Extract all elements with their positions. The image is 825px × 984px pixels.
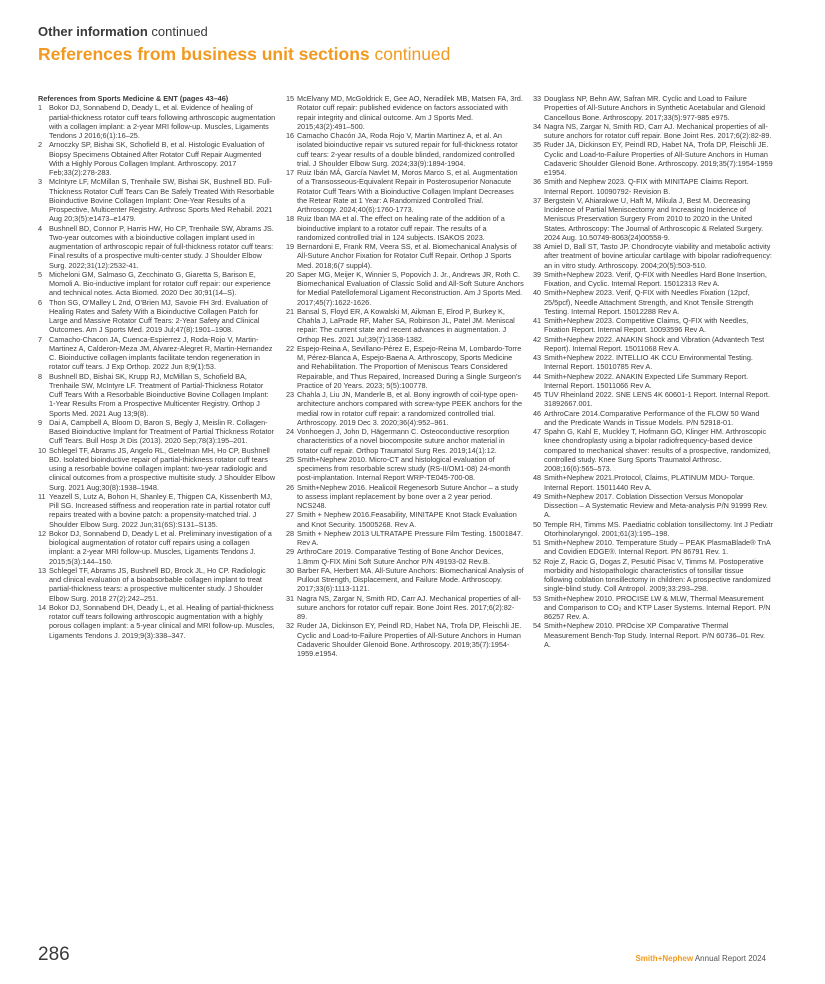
reference-text: Temple RH, Timms MS. Paediatric coblation tonsillectomy. Int J Pediatr Otorhinolaryngol. 2001;61(3):195–198. (544, 519, 773, 538)
reference-item (533, 122, 773, 141)
reference-item (286, 566, 524, 594)
header-title: Other information (38, 24, 148, 39)
reference-text: Smith + Nephew 2013 ULTRATAPE Pressure Film Testing. 15001847. Rev A. (297, 528, 523, 547)
reference-number: 40 (533, 288, 542, 298)
reference-number: 39 (533, 269, 542, 279)
reference-text: Chahla J, Liu JN, Manderle B, et al. Bony ingrowth of coil-type open-architecture anchors compared with screw-type PEEK anchors for the medial row in rotator cuff repair: a randomized controlled trial. Arthroscopy. 2019 Dec 3. 2020;36(4):952–961. (297, 390, 523, 427)
reference-number: 28 (286, 528, 295, 538)
reference-text: Smith+Nephew 2023. Competitive Claims, Q-FIX with Needles, Fixation Report. Internal Report. 10093596 Rev A. (544, 316, 749, 335)
reference-number: 51 (533, 538, 542, 547)
header-continued: continued (147, 24, 208, 39)
reference-text: Espejo-Reina A, Sevillano-Pérez E, Espejo-Reina M, Lombardo-Torre M, Pérez-Blanca A, Espejo-Baena A. Arthroscopy, Sports Medicine and Rehabilitation. The Proportion of Meniscus Tears Considered Repairable, and Thus Repaired, Increased During a Single Surgeon’s Practice of 20 Years. 2023; 5(5):100778. (297, 343, 522, 390)
reference-text: Spahn G, Kahl E, Muckley T, Hofmann GO, Klinger HM. Arthroscopic knee chondroplasty using a bipolar radiofrequency-based device compared to mechanical shaver: results of a prospective, randomized, controlled study. Knee Surg Sports Traumatol Arthrosc. 2008;16(6):565–573. (544, 427, 771, 473)
reference-text: Nagra NS, Zargar N, Smith RD, Carr AJ. Mechanical properties of all-suture anchors for rotator cuff repair. Bone Joint Res. 2017;6(2):82-89. (544, 121, 772, 140)
reference-text: McElvany MD, McGoldrick E, Gee AO, Neradilek MB, Matsen FA, 3rd. Rotator cuff repair: published evidence on factors associated with repair integrity and clinical outcome. Am J Sports Med. 2015;43(2):491–500. (297, 94, 523, 131)
page-title-main: References from business unit sections (38, 44, 370, 64)
reference-item (38, 103, 276, 140)
reference-number: 16 (286, 131, 295, 140)
reference-number: 35 (533, 140, 542, 150)
references-column-2 (286, 94, 524, 658)
reference-number: 20 (286, 269, 295, 279)
reference-number: 5 (38, 269, 43, 279)
page-title-continued: continued (369, 44, 451, 64)
reference-number: 26 (286, 482, 295, 492)
reference-item (38, 446, 276, 492)
reference-text: Camacho-Chacon JA, Cuenca-Espierrez J, Roda-Rojo V, Martin-Martinez A, Calderon-Meza JM, Alvarez-Alegret R, Martin-Hernandez C. Bioinductive collagen implants facilitate tendon regeneration in rotator cuff tears. J Exp Orthop. 2022 Jun 8;9(1):53. (49, 334, 273, 372)
reference-text: Douglass NP, Behn AW, Safran MR. Cyclic and Load to Failure Properties of All-Suture Anchors in Synthetic Acetabular and Glenoid Cancellous Bone. Arthroscopy. 2017;33(5):977-985 e975. (544, 94, 766, 122)
reference-text: ArthroCare 2019. Comparative Testing of Bone Anchor Devices, 1.8mm Q-FIX Mini Soft Suture Anchor P/N 49193-02 Rev.B. (297, 547, 504, 566)
reference-text: Smith+Nephew 2021.Protocol, Claims, PLATINUM MDU- Torque. Internal Report. 15011440 Rev A. (544, 473, 755, 492)
reference-text: Ruder JA, Dickinson EY, Peindl RD, Habet NA, Trofa DP, Fleischli JE. Cyclic and Load-to-Failure Properties of All-Suture Anchors in Human Cadaveric Shoulder Glenoid Bone. Arthroscopy. 2019;35(7):1954-1959 e1954. (544, 140, 773, 177)
reference-text: Amiel D, Ball ST, Tasto JP. Chondrocyte viability and metabolic activity after treatment of bovine articular cartilage with bipolar radiofrequency: an in vitro study. Arthroscopy. 2004;20(5):503-510. (544, 242, 772, 270)
reference-text: Ruiz Iban MA et al. The effect on healing rate of the addition of a bioinductive implant to a rotator cuff repair. The results of a randomized controlled trial in 124 subjects. ISAKOS 2023. (297, 214, 505, 242)
reference-text: Bushnell BD, Bishai SK, Krupp RJ, McMillan S, Schofield BA, Trenhaile SW, McIntyre LF. Treatment of Partial-Thickness Rotator Cuff Tears With a Resorbable Bioinductive Bovine Collagen Implant: 1-Year Results From a Prospective Multicenter Registry. Orthop J Sports Med. 2021 Aug 13;9(8). (49, 371, 269, 418)
reference-number: 29 (286, 547, 295, 557)
reference-text: Smith+Nephew 2022. ANAKIN Shock and Vibration (Advantech Test Report). Internal Report. 15011068 Rev A. (544, 334, 765, 353)
reference-number: 50 (533, 519, 542, 529)
reference-text: Nagra NS, Zargar N, Smith RD, Carr AJ. Mechanical properties of all-suture anchors for rotator cuff repair. Bone Joint Res. 2017;6(2):82-89. (297, 593, 521, 621)
reference-text: Smith+Nephew 2017. Coblation Dissection Versus Monopolar Dissection – A Systematic Review and Meta-analysis P/N 91999 Rev. A. (544, 491, 768, 520)
reference-number: 4 (38, 223, 43, 233)
reference-number: 46 (533, 408, 542, 418)
reference-item (38, 140, 276, 177)
reference-text: Bokor DJ, Sonnabend D, Deady L et al. Preliminary investigation of a biological augmentation of rotator cuff repairs using a collagen implant: a 2-year MRI follow-up. Muscles, Ligaments Tendons J. 2015;5(3):144–150. (49, 528, 272, 566)
reference-text: Yeazell S, Lutz A, Bohon H, Shanley E, Thigpen CA, Kissenberth MJ, Pill SG. Increased stiffness and reoperation rate in partial rotator cuff repairs treated with a bovine patch: a propensity-matched trial. J Shoulder Elbow Surg. 2022 Jun;31(6S):S131–S135. (49, 491, 273, 529)
reference-item (533, 473, 773, 492)
reference-text: Smith+Nephew 2016. Healicoil Regenesorb Suture Anchor – a study to assess implant replacement by bone over a 2 year period. NCS248. (297, 482, 519, 510)
reference-item (533, 538, 773, 557)
reference-item (533, 372, 773, 391)
reference-item (533, 270, 773, 289)
reference-number: 45 (533, 390, 542, 399)
reference-item (286, 168, 524, 214)
reference-number: 37 (533, 195, 542, 205)
reference-item (533, 94, 773, 122)
reference-item (38, 224, 276, 270)
reference-item (38, 372, 276, 418)
reference-item (533, 196, 773, 242)
reference-item (533, 427, 773, 473)
reference-number: 1 (38, 103, 43, 113)
reference-number: 36 (533, 177, 542, 187)
reference-item (38, 566, 276, 603)
reference-text: Smith + Nephew 2016.Feasability, MINITAPE Knot Stack Evaluation and Knot Security. 15005268. Rev A. (297, 510, 517, 529)
reference-item (533, 177, 773, 196)
reference-text: Smith+Nephew 2022. ANAKIN Expected Life Summary Report. Internal Report. 15011066 Rev A. (544, 371, 749, 390)
reference-number: 48 (533, 473, 542, 483)
reference-text: TUV Rheinland 2022. SNE LENS 4K 60601-1 Report. Internal Report. 31892667.001. (544, 390, 770, 409)
reference-number: 11 (38, 491, 46, 501)
reference-item (38, 335, 276, 372)
reference-item (533, 335, 773, 354)
reference-item (533, 242, 773, 270)
reference-text: Schlegel TF, Abrams JS, Bushnell BD, Brock JL, Ho CP. Radiologic and clinical evaluation of a bioabsorbable collagen implant to treat partial-thickness tears: a prospective multicenter study. J Shoulder Elbow Surg. 2018 27(2):242–251. (49, 565, 266, 603)
reference-number: 23 (286, 390, 295, 399)
reference-text: Smith+Nephew 2010. Micro-CT and histological evaluation of specimens from resorbable screw study (RS-II/OM1-08) 24-month post-implantation. Internal Report WRP-TE045-700-08. (297, 454, 511, 483)
reference-text: Ruiz Ibán MÁ, García Navlet M, Moros Marco S, et al. Augmentation of a Transosseous-Equivalent Repair in Posterosuperior Nonacute Rotator Cuff Tears With a Bioinductive Collagen Implant Decreases the Retear Rate at 1 Year: A Randomized Controlled Trial. Arthroscopy. 2024;40(6):1760-1773. (297, 168, 518, 214)
reference-item (286, 214, 524, 242)
reference-item (38, 298, 276, 335)
references-column-1 (38, 94, 276, 640)
reference-text: Bergstein V, Ahiarakwe U, Haft M, Mikula J, Best M. Decreasing Incidence of Partial Meniscectomy and Increasing Incidence of Meniscus Preservation Surgery From 2010 to 2020 in the United States. Arthroscopy: The Journal of Arthroscopic & Related Surgery. 2024 Aug. 10.50749-8063(24)00558-9. (544, 195, 764, 242)
reference-item (286, 594, 524, 622)
reference-number: 41 (533, 316, 542, 325)
report-name: Annual Report 2024 (693, 954, 766, 963)
reference-text: Micheloni GM, Salmaso G, Zecchinato G, Giaretta S, Barison E, Momoli A. Bio-inductive implant for rotator cuff repair: our experience and technical notes. Acta Biomed. 2020 Dec 30;91(14–S). (49, 269, 271, 298)
reference-item (38, 529, 276, 566)
reference-text: Camacho Chacón JA, Roda Rojo V, Martin Martinez A, et al. An isolated bioinductive repair vs sutured repair for full-thickness rotator cuff tears: 2-year results of a double blinded, randomized controlled trial. J Shoulder Elbow Surg. 2024;33(9):1894-1904. (297, 131, 518, 168)
reference-number: 10 (38, 445, 47, 455)
references-column-3 (533, 94, 773, 649)
reference-text: Schlegel TF, Abrams JS, Angelo RL, Getelman MH, Ho CP, Bushnell BD. Isolated bioinductive repair of partial-thickness rotator cuff tears using a resorbable bovine collagen implant: two-year radiologic and clinical outcomes from a prospective multisite study. J Shoulder Elbow Surg. 2021 Aug;30(8):1938–1948. (49, 445, 276, 492)
reference-number: 9 (38, 417, 43, 427)
reference-number: 52 (533, 556, 542, 566)
reference-number: 47 (533, 427, 542, 436)
reference-item (38, 177, 276, 223)
reference-number: 34 (533, 121, 542, 131)
report-footer (635, 954, 766, 963)
reference-item (286, 242, 524, 270)
reference-text: Smith+Nephew 2022. INTELLIO 4K CCU Environmental Testing. Internal Report. 15010785 Rev A. (544, 353, 753, 372)
reference-text: Dai A, Campbell A, Bloom D, Baron S, Begly J, Meislin R. Collagen-Based Bioinductive Implant for Treatment of Partial Thickness Rotator Cuff Tears. Bull Hosp Jt Dis (2013). 2020 Sep;78(3):195–201. (49, 417, 274, 446)
reference-text: Smith+Nephew 2010. Temperature Study – PEAK PlasmaBlade® TnA and Covidien EDGE®. Internal Report. PN 86791 Rev. 1. (544, 538, 771, 557)
reference-item (533, 353, 773, 372)
reference-item (38, 492, 276, 529)
reference-text: Vonhoegen J, John D, Hägermann C. Osteoconductive resorption characteristics of a novel biocomposite suture anchor material in rotator cuff repair. Orthop Traumatol Surg Res. 2019;14(1):12. (297, 427, 510, 455)
reference-number: 13 (38, 565, 47, 575)
reference-item (533, 140, 773, 177)
reference-item (286, 621, 524, 658)
reference-item (533, 390, 773, 409)
reference-item (286, 131, 524, 168)
reference-item (286, 390, 524, 427)
reference-item (533, 288, 773, 316)
reference-item (533, 594, 773, 622)
references-section-title: References from Sports Medicine & ENT (pages 43–46) (38, 94, 229, 103)
reference-text: Smith+Nephew 2023. Verif, Q-FIX with Needles Fixation (12pcf, 25/5pcf), Needle Attachment Strength, and Knot Tensile Strength Testing. Internal Report. 15012288 Rev A. (544, 288, 754, 316)
reference-item (286, 529, 524, 548)
reference-item (38, 270, 276, 298)
reference-number: 53 (533, 593, 542, 603)
reference-text: Bansal S, Floyd ER, A Kowalski M, Aikman E, Elrod P, Burkey K, Chahla J, LaPrade RF, Maher SA, Robinson JL, Patel JM. Meniscal repair: The current state and recent advances in augmentation. J Orthop Res. 2021 Jul;39(7):1368-1382. (297, 306, 515, 344)
reference-text: Roje Z, Racic G, Dogas Z, Pesutić Pisac V, Timms M. Postoperative morbidity and histopathologic characteristics of tonsillar tissue following coblation tonsillectomy in children: A prospective randomized single-blind study. Coll Antropol. 2009;33:293–298. (544, 556, 771, 594)
reference-number: 32 (286, 621, 295, 631)
section-header (38, 24, 208, 39)
reference-text: Barber FA, Herbert MA. All-Suture Anchors: Biomechanical Analysis of Pullout Strength, Displacement, and Failure Mode. Arthroscopy. 2017;33(6):1113-1121. (297, 565, 524, 594)
reference-text: Smith+Nephew 2023. Verif, Q-FIX with Needles Hard Bone Insertion, Fixation, and Cyclic. Internal Report. 15012313 Rev A. (544, 269, 767, 288)
reference-item (38, 418, 276, 446)
reference-item (286, 510, 524, 529)
reference-text: Smith+Nephew 2010. PROcise XP Comparative Thermal Measurement Bench-Top Study. Internal Report. P/N 60736–01 Rev. A. (544, 621, 766, 649)
reference-text: Bushnell BD, Connor P, Harris HW, Ho CP, Trenhaile SW, Abrams JS. Two-year outcomes with a bioinductive collagen implant used in augmentation of arthroscopic repair of full-thickness rotator cuff tears: Final results of a prospective multi-center study. J Shoulder Elbow Surg. 2022;31(12):2532-41. (49, 223, 274, 270)
reference-text: McIntyre LF, McMillan S, Trenhaile SW, Bishai SK, Bushnell BD. Full-Thickness Rotator Cuff Tears Can Be Safely Treated With Resorbable Bioinductive Bovine Collagen Implant: One-Year Results of a Prospective, Multicenter Registry. Arthrosc Sports Med Rehabil. 2021 Aug 20;3(5):e1473–e1479. (49, 177, 275, 224)
reference-number: 21 (286, 306, 295, 316)
reference-number: 2 (38, 140, 43, 150)
reference-number: 3 (38, 177, 43, 187)
reference-item (286, 94, 524, 131)
reference-text: Bokor DJ, Sonnabend DH, Deady L, et al. Healing of partial-thickness rotator cuff tears following arthroscopic augmentation with a highly porous collagen implant: a 5-year clinical and MRI follow-up. Muscles, Ligaments Tendons J. 2019;9(3):338–347. (49, 602, 275, 640)
reference-number: 14 (38, 602, 47, 612)
reference-text: Smith+Nephew 2010. PROCISE LW & MLW, Thermal Measurement and Comparison to CO₂ and KTP Laser Systems. Internal Report. P/N 86257 Rev. A. (544, 593, 771, 621)
reference-number: 22 (286, 343, 295, 353)
reference-number: 24 (286, 427, 295, 436)
reference-number: 19 (286, 242, 295, 251)
reference-number: 27 (286, 510, 295, 520)
reference-number: 7 (38, 334, 43, 344)
reference-number: 12 (38, 528, 47, 538)
reference-item (38, 603, 276, 640)
reference-text: Thon SG, O’Malley L 2nd, O’Brien MJ, Savoie FH 3rd. Evaluation of Healing Rates and Safety With a Bioinductive Collagen Patch for Large and Massive Rotator Cuff Tears: 2-Year Safety and Clinical Outcomes. Am J Sports Med. 2019 Jul;47(8):1901–1908. (49, 297, 268, 335)
reference-number: 6 (38, 297, 43, 307)
reference-number: 49 (533, 491, 542, 501)
reference-number: 25 (286, 454, 295, 464)
reference-number: 15 (286, 94, 295, 103)
reference-text: Arnoczky SP, Bishai SK, Schofield B, et al. Histologic Evaluation of Biopsy Specimens Obtained After Rotator Cuff Repair Augmented With a Highly Porous Collagen Implant. Arthroscopy. 2017 Feb;33(2):278-283. (49, 140, 265, 177)
reference-number: 17 (286, 168, 295, 177)
reference-number: 44 (533, 371, 542, 381)
reference-item (533, 621, 773, 649)
reference-item (533, 520, 773, 539)
reference-text: Bokor DJ, Sonnabend D, Deady L, et al. Evidence of healing of partial-thickness rotator cuff tears following arthroscopic augmentation with a collagen implant: a 2-year MRI follow-up. Muscles, Ligaments Tendons J 2016;6(1):16–25. (49, 103, 276, 140)
reference-item (286, 307, 524, 344)
reference-text: ArthroCare 2014.Comparative Performance of the FLOW 50 Wand and the Predicate Wands in Tissue Models. P/N 52918-01. (544, 408, 760, 427)
reference-text: Smith and Nephew 2023. Q-FIX with MINITAPE Claims Report. Internal Report. 10090792- Revision B. (544, 177, 749, 196)
brand-name: Smith+Nephew (635, 954, 694, 963)
page-title (38, 44, 450, 65)
reference-number: 43 (533, 353, 542, 362)
reference-number: 38 (533, 242, 542, 251)
reference-item (286, 547, 524, 566)
reference-item (286, 483, 524, 511)
reference-item (286, 344, 524, 390)
reference-number: 18 (286, 214, 295, 224)
reference-item (533, 409, 773, 428)
reference-text: Bernardoni E, Frank RM, Veera SS, et al. Biomechanical Analysis of All-Suture Anchor Fixation for Rotator Cuff Repair. Orthop J Sports Med. 2018;6(7 suppl4). (297, 242, 517, 270)
reference-number: 42 (533, 334, 542, 344)
reference-text: Saper MG, Meijer K, Winnier S, Popovich J. Jr., Andrews JR, Roth C. Biomechanical Evaluation of Classic Solid and All-Soft Suture Anchors for Medial Patellofemoral Ligament Reconstruction. Am J Sports Med. 2017;45(7):1622-1626. (297, 269, 524, 307)
reference-item (286, 270, 524, 307)
reference-item (286, 455, 524, 483)
reference-number: 8 (38, 371, 43, 381)
reference-item (533, 316, 773, 335)
reference-item (533, 492, 773, 520)
reference-number: 54 (533, 621, 542, 631)
reference-number: 33 (533, 94, 542, 103)
reference-item (533, 557, 773, 594)
page-number: 286 (38, 944, 70, 965)
reference-number: 30 (286, 565, 295, 575)
reference-item (286, 427, 524, 455)
reference-number: 31 (286, 593, 295, 603)
reference-text: Ruder JA, Dickinson EY, Peindl RD, Habet NA, Trofa DP, Fleischli JE. Cyclic and Load-to-Failure Properties of All-Suture Anchors in Human Cadaveric Shoulder Glenoid Bone. Arthroscopy. 2019;35(7):1954-1959.e1954. (297, 621, 522, 658)
